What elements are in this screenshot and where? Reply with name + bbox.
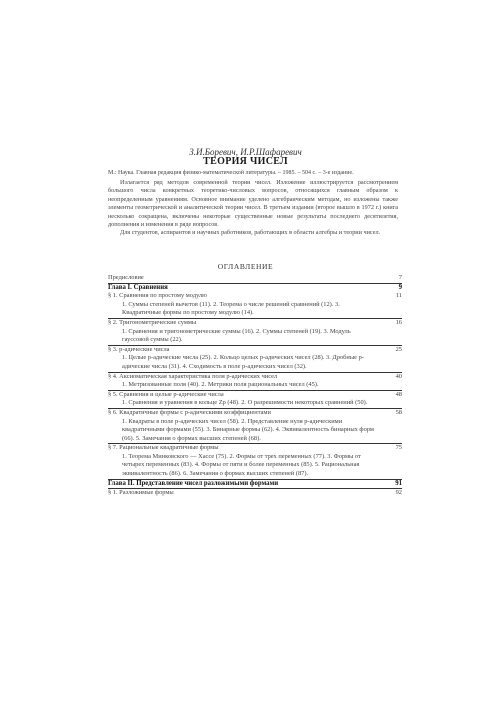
toc-entry-text: 1. Теорема Минковского — Хассе (75). 2. Формы от трех переменных (77). 3. Формы от четырех переменных (83). 4. Формы от пяти и более переменных (85). 5. Рациональная эквивалентность (86). 6. Замечания о формах высших степеней (87). <box>122 452 361 478</box>
toc-row <box>108 444 402 453</box>
toc-page-number: 91 <box>395 479 402 487</box>
toc-entry-text: 1. Метризованные поля (40). 2. Метрики поля рациональных чисел (45). <box>122 381 319 389</box>
toc-entry-text: Глава II. Представление чисел разложимыми формами <box>108 479 279 487</box>
toc-row <box>108 489 402 498</box>
toc-page-number: 92 <box>395 489 402 497</box>
toc-entry-text: 1. Суммы степеней вычетов (11). 2. Теорема о числе решений сравнений (12). 3. Квадратичные формы по простому модулю (14). <box>122 300 340 317</box>
toc-page-number: 75 <box>395 444 402 452</box>
toc-entry-text: 1. Сравнения и тригонометрические суммы (16). 2. Суммы степеней (19). 3. Модуль гауссовой суммы (22). <box>122 327 351 344</box>
toc-subrow <box>108 453 402 480</box>
toc-subrow <box>108 381 402 391</box>
toc-entry-text: § 2. Тригонометрические суммы <box>108 318 197 326</box>
toc-page-number: 7 <box>398 274 402 281</box>
toc-row <box>108 274 402 284</box>
toc-row <box>108 346 402 355</box>
toc-entry-text: § 5. Сравнения и целые p-адические числа <box>108 390 224 398</box>
toc-page-number: 58 <box>395 408 402 416</box>
toc-row <box>108 391 402 400</box>
toc-subrow <box>108 399 402 409</box>
abstract-paragraph: Излагается ряд методов современной теории чисел. Изложение иллюстрируется рассмотрением большого числа конкретных теоретико-числовых вопросов, относящихся главным образом к неопределенным уравнениям. Основное внимание уделено алгебраическим методам, но изложены также элементы геометрической и аналитической теории чисел. В третьем издании (второе вышло в 1972 г.) книга несколько сокращена, включены некоторые существенные новые результаты последнего десятилетия, дополнения и изменения в ряде вопросов. <box>108 179 398 229</box>
book-authors: З.И.Боревич, И.Р.Шафаревич <box>189 147 302 157</box>
toc-entry-text: 1. Сравнения и уравнения в кольце Zp (48). 2. О разрешимости некоторых сравнений (50). <box>122 399 368 407</box>
toc-entry-text: § 6. Квадратичные формы с p-адическими коэффициентами <box>108 408 271 416</box>
toc-entry-text: Глава I. Сравнения <box>108 283 168 291</box>
publication-info: М.: Наука. Главная редакция физико-математической литературы. – 1985. – 504 с. – 3-е издание. <box>108 170 354 176</box>
book-title: ТЕОРИЯ ЧИСЕЛ <box>203 156 288 167</box>
toc-subrow <box>108 354 402 372</box>
toc-page-number: 40 <box>395 372 402 380</box>
toc-row <box>108 373 402 382</box>
toc-row <box>108 292 402 301</box>
toc-page-number: 48 <box>395 390 402 398</box>
toc-page-number: 11 <box>395 292 402 300</box>
abstract-paragraph: Для студентов, аспирантов и научных работников, работающих в области алгебры и теории чисел. <box>120 229 381 237</box>
toc-page-number: 16 <box>395 318 402 326</box>
toc-chapter-row <box>108 284 402 293</box>
toc-page-number: 9 <box>398 283 402 291</box>
toc-entry-text: Предисловие <box>108 274 144 281</box>
toc-entry-text: 1. Целые p-адические числа (25). 2. Кольцо целых p-адических чисел (28). 3. Дробные p-адические числа (31). 4. Сходимость в поле p-адических чисел (32). <box>122 354 364 370</box>
toc-entry-text: 1. Квадраты в поле p-адических чисел (58). 2. Представление нуля p-адическими квадратичными формами (55). 3. Бинарные формы (62). 4. Эквивалентность бинарных форм (66). 5. Замечания о формах высших степеней (68). <box>122 417 374 442</box>
toc-page-number: 25 <box>395 345 402 353</box>
toc-entry-text: § 1. Разложимые формы <box>108 489 174 497</box>
toc-subrow <box>108 418 402 445</box>
toc-subrow <box>108 328 402 346</box>
toc-entry-text: § 7. Рациональные квадратичные формы <box>108 444 219 452</box>
toc-row <box>108 409 402 418</box>
toc-chapter-row <box>108 480 402 490</box>
book-abstract <box>108 179 398 238</box>
toc-entry-text: § 4. Аксиоматическая характеристика поля p-адических чисел <box>108 372 278 380</box>
toc-entry-text: § 3. p-адические числа <box>108 345 170 353</box>
table-of-contents <box>108 274 402 498</box>
toc-subrow <box>108 301 402 319</box>
toc-entry-text: § 1. Сравнения по простому модулю <box>108 292 207 300</box>
toc-row <box>108 319 402 328</box>
toc-heading: ОГЛАВЛЕНИЕ <box>217 262 274 271</box>
